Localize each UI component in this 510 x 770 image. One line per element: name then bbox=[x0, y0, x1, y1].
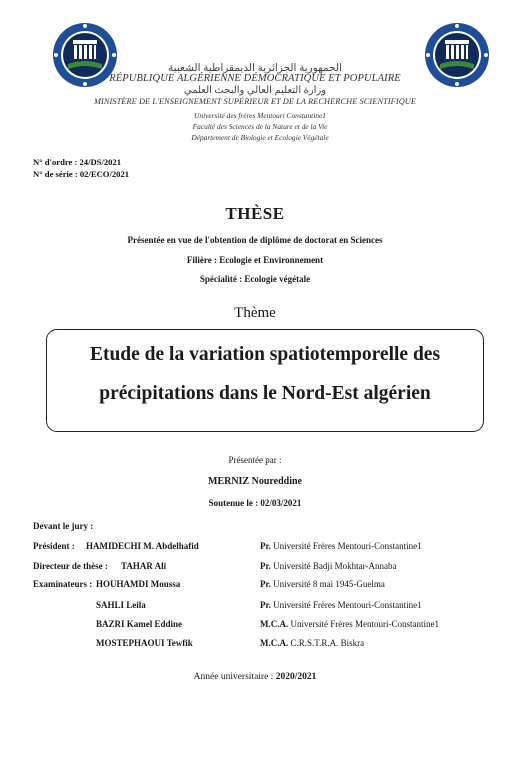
jury-name-director: TAHAR Ali bbox=[121, 561, 167, 571]
thesis-title-line-2: précipitations dans le Nord-Est algérien bbox=[99, 383, 431, 404]
academic-year bbox=[0, 672, 510, 682]
filiere: Filière : Ecologie et Environnement bbox=[186, 255, 324, 265]
series-number: N° de série : 02/ECO/2021 bbox=[33, 169, 130, 179]
academic-year-label: Année universitaire : bbox=[193, 672, 274, 682]
jury-info-examiner-3 bbox=[260, 619, 439, 629]
header-university: Université des frères Mentouri Constantine1 bbox=[194, 111, 326, 120]
jury-institution: Université Frères Mentouri-Constantine1 bbox=[273, 600, 422, 610]
header-department: Département de Biologie et Ecologie Végétale bbox=[191, 133, 329, 142]
jury-heading: Devant le jury : bbox=[33, 521, 94, 531]
jury-name-examiner-1: HOUHAMDI Moussa bbox=[96, 579, 181, 589]
jury-institution: C.R.S.T.R.A. Biskra bbox=[290, 638, 365, 648]
thesis-heading: THÈSE bbox=[225, 204, 285, 223]
jury-info-director bbox=[260, 561, 396, 571]
jury-info-examiner-2 bbox=[260, 600, 422, 610]
jury-grade: Pr. bbox=[260, 600, 271, 610]
theme-label: Thème bbox=[234, 305, 276, 321]
header-ministry: MINISTÈRE DE L'ENSEIGNEMENT SUPÉRIEUR ET DE LA RECHERCHE SCIENTIFIQUE bbox=[93, 97, 417, 106]
thesis-title-line-1: Etude de la variation spatiotemporelle des bbox=[89, 344, 441, 365]
jury-institution: Université 8 mai 1945-Guelma bbox=[273, 579, 385, 589]
jury-role-president: Président : bbox=[33, 541, 75, 551]
order-number: N° d'ordre : 24/DS/2021 bbox=[33, 157, 122, 167]
jury-name-examiner-4: MOSTEPHAOUI Tewfik bbox=[96, 638, 193, 648]
specialite: Spécialité : Ecologie végétale bbox=[199, 274, 311, 284]
header-arabic-republic: الجمهورية الجزائرية الديمقراطية الشعبية bbox=[168, 63, 342, 74]
jury-info-examiner-1 bbox=[260, 579, 385, 589]
header-faculty: Faculté des Sciences de la Nature et de la Vie bbox=[192, 122, 328, 131]
jury-role-examiners: Examinateurs : bbox=[33, 579, 93, 589]
jury-info-president bbox=[260, 541, 422, 551]
jury-grade: M.C.A. bbox=[260, 638, 289, 648]
presented-for: Présentée en vue de l'obtention de diplôme de doctorat en Sciences bbox=[127, 235, 383, 245]
jury-name-examiner-3: BAZRI Kamel Eddine bbox=[96, 619, 183, 629]
defense-date: Soutenue le : 02/03/2021 bbox=[208, 498, 302, 508]
header-arabic-ministry: وزارة التعليم العالي والبحث العلمي bbox=[183, 85, 327, 96]
academic-year-value: 2020/2021 bbox=[275, 672, 317, 682]
jury-grade: M.C.A. bbox=[260, 619, 289, 629]
jury-institution: Université Badji Mokhtar-Annaba bbox=[273, 561, 397, 571]
jury-grade: Pr. bbox=[260, 561, 271, 571]
jury-institution: Université Frères Mentouri-Constantine1 bbox=[290, 619, 439, 629]
author-name: MERNIZ Noureddine bbox=[208, 476, 302, 487]
jury-role-director: Directeur de thèse : bbox=[33, 561, 108, 571]
jury-name-examiner-2: SAHLI Leila bbox=[96, 600, 146, 610]
jury-info-examiner-4 bbox=[260, 638, 364, 648]
jury-name-president: HAMIDECHI M. Abdelhafid bbox=[86, 541, 199, 551]
jury-grade: Pr. bbox=[260, 541, 271, 551]
jury-grade: Pr. bbox=[260, 579, 271, 589]
jury-institution: Université Frères Mentouri-Constantine1 bbox=[273, 541, 422, 551]
presented-by-label: Présentée par : bbox=[228, 455, 282, 465]
header-republic: RÉPUBLIQUE ALGÉRIENNE DÉMOCRATIQUE ET POPULAIRE bbox=[109, 73, 401, 84]
